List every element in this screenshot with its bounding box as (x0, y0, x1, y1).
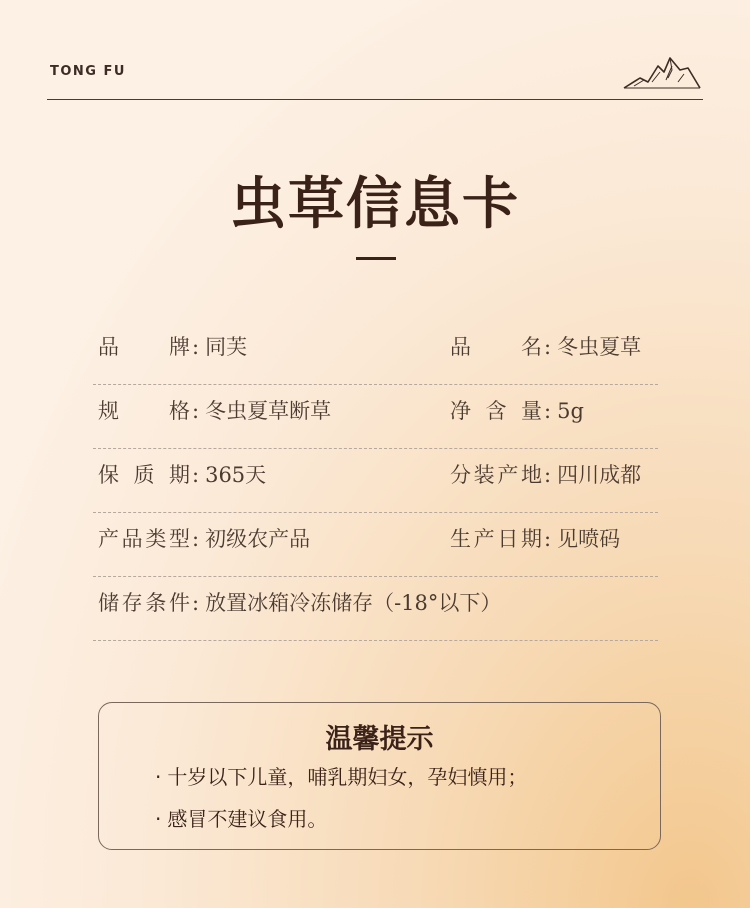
storage-value: 放置冰箱冷冻储存（-18°以下） (205, 591, 502, 615)
info-cell-type (98, 512, 310, 576)
production-date-value: 见喷码 (557, 527, 621, 551)
info-row-brand (93, 320, 658, 385)
tip-item (155, 761, 527, 790)
bullet: · (155, 765, 162, 789)
info-row-type (93, 512, 658, 577)
mountain-icon (622, 52, 702, 92)
net-content-value: 5g (557, 399, 584, 423)
info-cell-origin (450, 448, 641, 512)
name-label: 品名 (450, 335, 542, 359)
shelf-life-label: 保质期 (98, 463, 190, 487)
product-type-label: 产品类型 (98, 527, 190, 551)
net-content-label: 净含量 (450, 399, 542, 423)
origin-value: 四川成都 (557, 463, 642, 487)
brand-value: 同芙 (205, 335, 248, 359)
info-cell-brand (98, 320, 247, 384)
shelf-life-value: 365天 (205, 463, 267, 487)
info-row-storage (93, 576, 658, 641)
name-value: 冬虫夏草 (557, 335, 642, 359)
colon: : (192, 527, 200, 551)
colon: : (192, 399, 200, 423)
tips-box (98, 702, 661, 850)
brand-logo-text: TONG FU (50, 64, 126, 79)
spec-value: 冬虫夏草断草 (205, 399, 332, 423)
info-row-shelf (93, 448, 658, 513)
info-cell-storage (98, 576, 501, 640)
colon: : (192, 463, 200, 487)
header-divider (47, 99, 703, 100)
colon: : (192, 591, 200, 615)
product-type-value: 初级农产品 (205, 527, 311, 551)
page-title: 虫草信息卡 (230, 172, 520, 237)
tips-title: 温馨提示 (325, 724, 434, 755)
info-cell-name (450, 320, 641, 384)
tip-text: 感冒不建议食用。 (167, 807, 328, 831)
colon: : (192, 335, 200, 359)
spec-label: 规格 (98, 399, 190, 423)
tip-text: 十岁以下儿童，哺乳期妇女，孕妇慎用； (167, 765, 528, 789)
tip-item (155, 803, 327, 832)
info-cell-date (450, 512, 620, 576)
colon: : (544, 399, 552, 423)
brand-label: 品牌 (98, 335, 190, 359)
title-underline (356, 257, 396, 260)
colon: : (544, 335, 552, 359)
colon: : (544, 527, 552, 551)
storage-label: 储存条件 (98, 591, 190, 615)
colon: : (544, 463, 552, 487)
origin-label: 分装产地 (450, 463, 542, 487)
info-cell-net (450, 384, 584, 448)
bullet: · (155, 807, 162, 831)
production-date-label: 生产日期 (450, 527, 542, 551)
info-cell-spec (98, 384, 331, 448)
info-cell-shelf (98, 448, 266, 512)
info-row-spec (93, 384, 658, 449)
